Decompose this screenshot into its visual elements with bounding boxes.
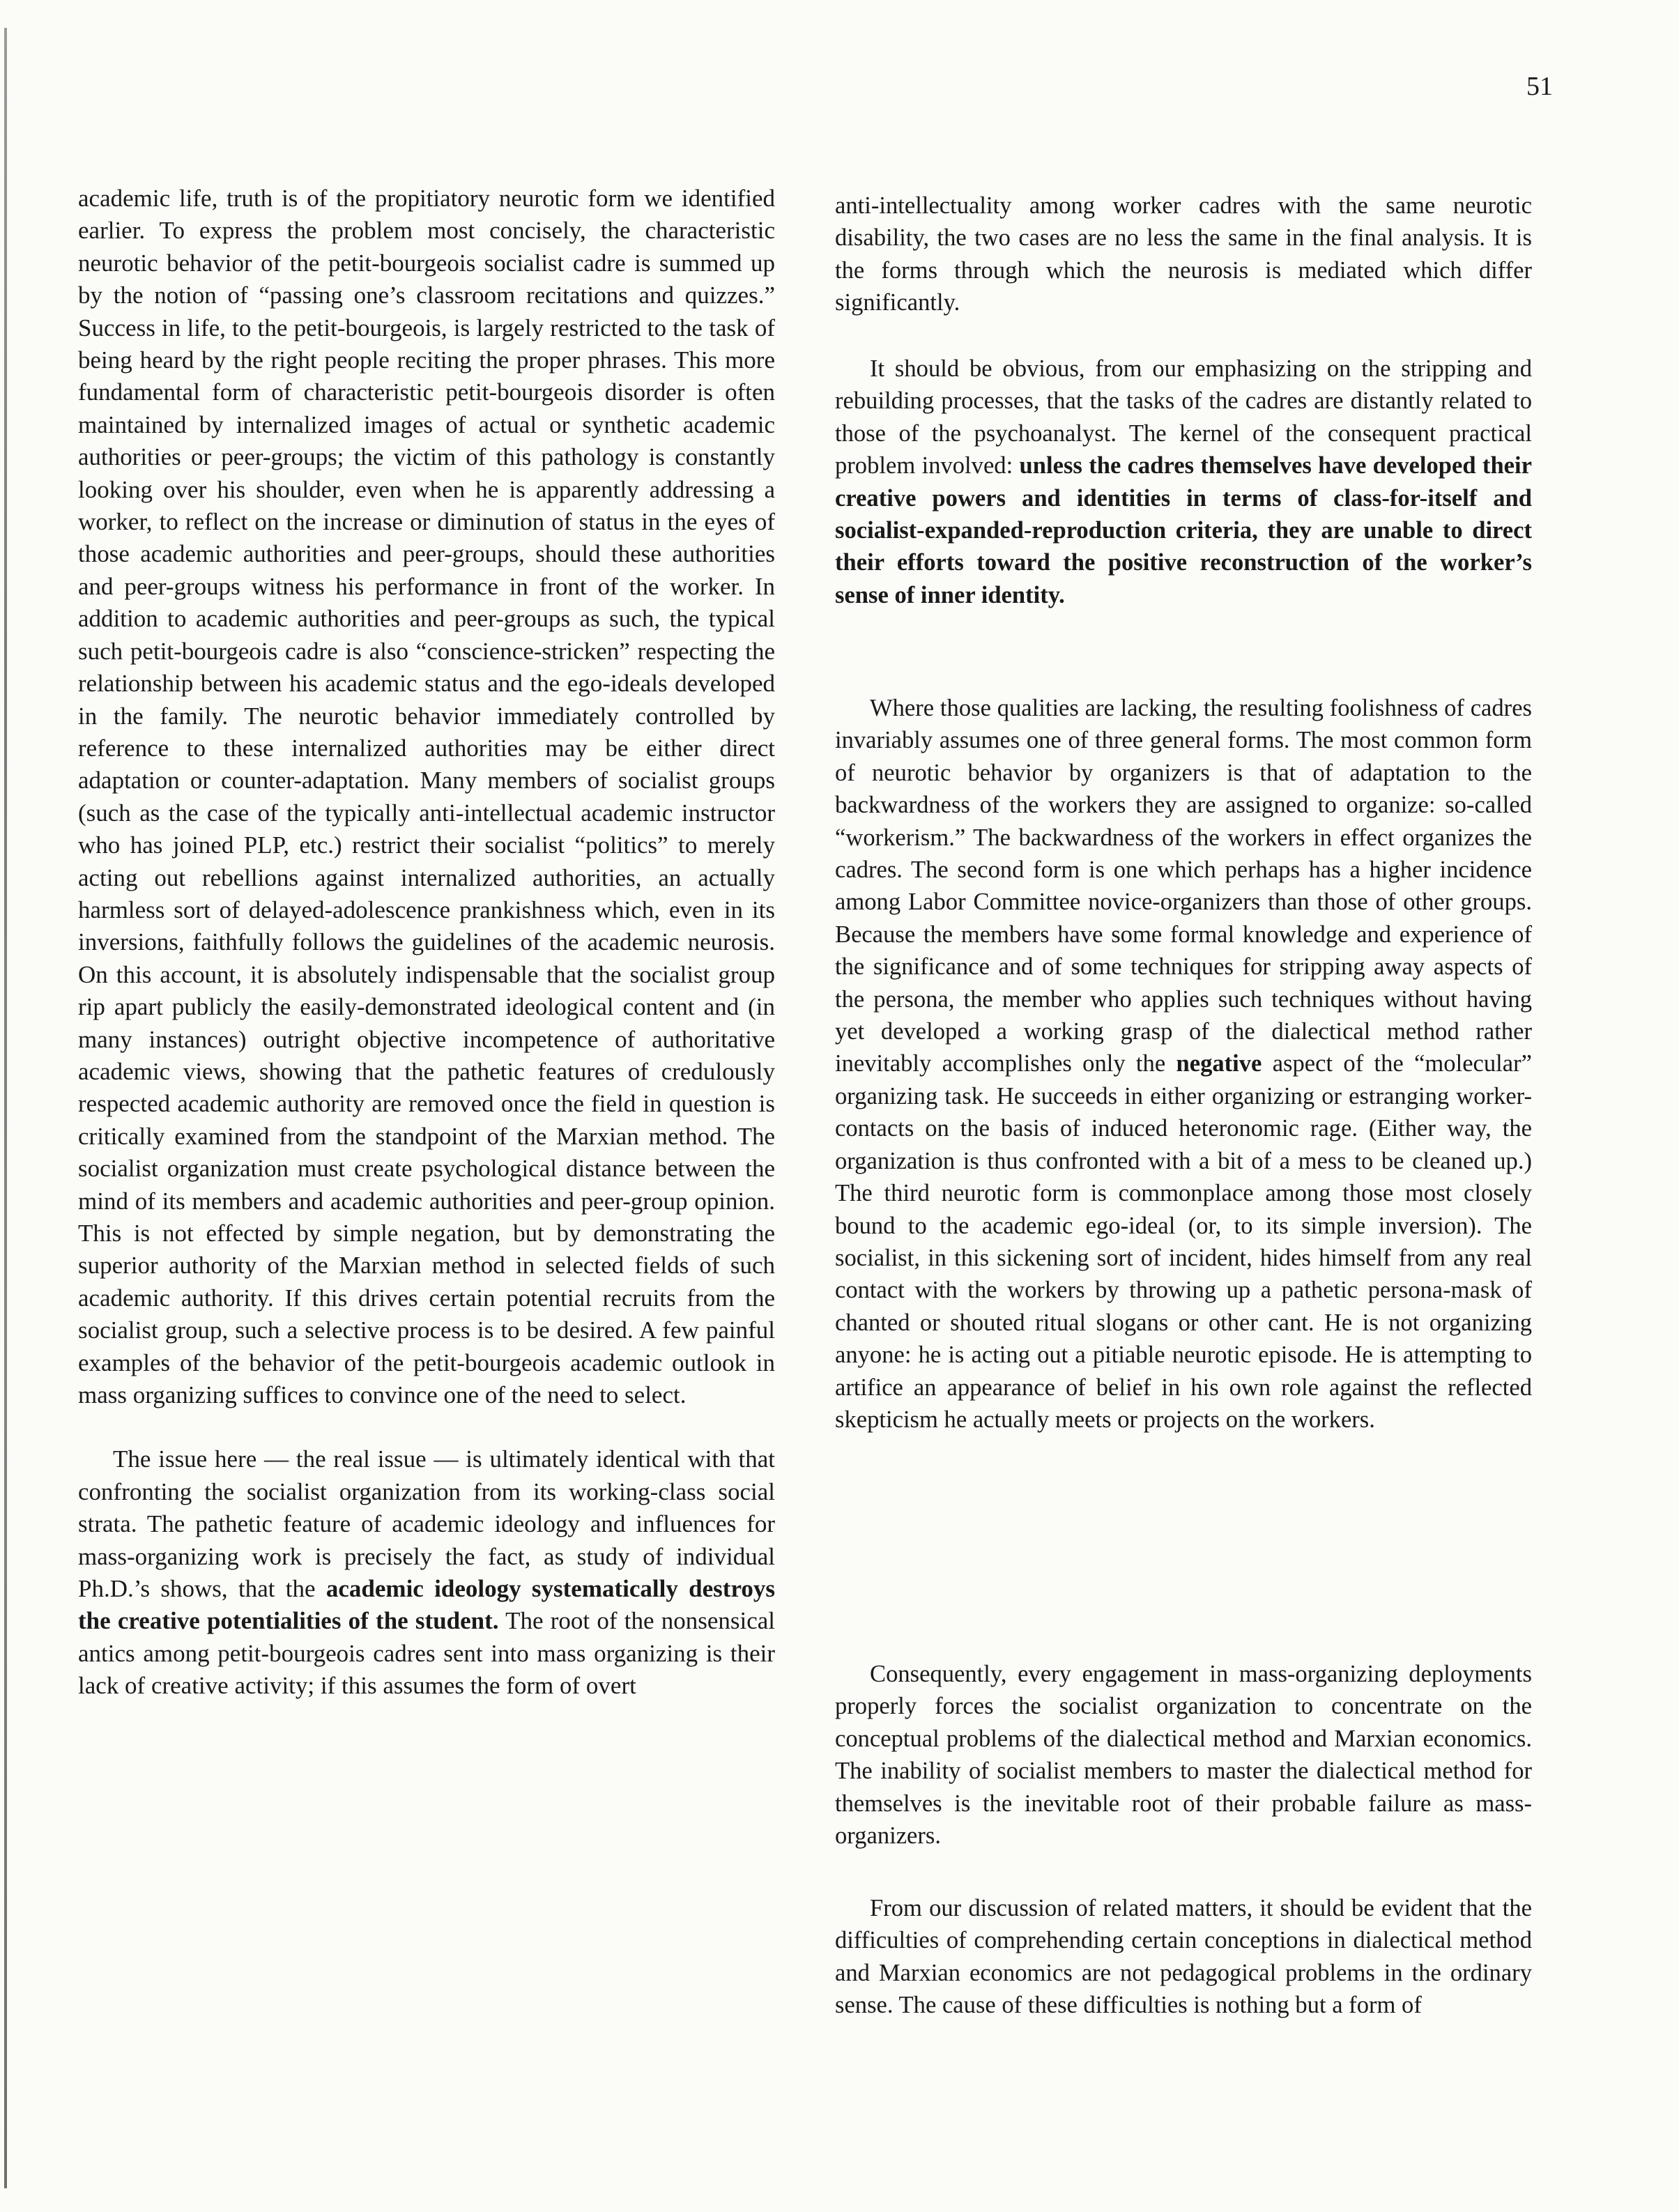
text-run: aspect of the “molecular” organizing task. He succeeds in either organizing or estranging worker-contacts on the basis of induced heteronomic rage. (Either way, the organization is thus confronted with a bit of a mess to be cleaned up.) The third neurotic form is commonplace among those most closely bound to the academic ego-ideal (or, to its simple inversion). The socialist, in this sickening sort of incident, hides himself from any real contact with the workers by throwing up a pathetic persona-mask of chanted or shouted ritual slogans or other cant. He is not organizing anyone: he is acting out a pitiable neurotic episode. He is attempting to artifice an appearance of belief in his own role against the reflected skepticism he actually meets or projects on the workers. [835, 1050, 1532, 1433]
right-paragraph-1 [835, 190, 1532, 323]
right-column [835, 190, 1532, 2022]
text-run: Consequently, every engagement in mass-organizing deployments properly forces the socialist organization to concentrate on the conceptual problems of the dialectical method and Marxian economics. The inability of socialist members to master the dialectical method for themselves is the inevitable root of their probable failure as mass-organizers. [835, 1661, 1532, 1850]
page-binding-edge [4, 28, 7, 2188]
page-number: 51 [1526, 72, 1553, 101]
left-paragraph-1 [78, 183, 775, 1411]
text-run: From our discussion of related matters, it should be evident that the difficulties of comprehending certain conceptions in dialectical method and Marxian economics are not pedagogical problems in the ordinary sense. The cause of these difficulties is nothing but a form of [835, 1895, 1532, 2019]
bold-text-run: negative [1176, 1050, 1262, 1077]
right-paragraph-2 [835, 353, 1532, 663]
text-run: academic life, truth is of the propitiatory neurotic form we identified earlier. To express the problem most concisely, the characteristic neurotic behavior of the petit-bourgeois socialist cadre is summed up by the notion of “passing one’s classroom recitations and quizzes.” Success in life, to the petit-bourgeois, is largely restricted to the task of being heard by the right people reciting the proper phrases. This more fundamental form of characteristic petit-bourgeois disorder is often maintained by internalized images of actual or synthetic academic authorities or peer-groups; the victim of this pathology is constantly looking over his shoulder, even when he is apparently addressing a worker, to reflect on the increase or diminution of status in the eyes of those academic authorities and peer-groups, should these authorities and peer-groups witness his performance in front of the worker. In addition to academic authorities and peer-groups as such, the typical such petit-bourgeois cadre is also “conscience-stricken” respecting the relationship between his academic status and the ego-ideals developed in the family. The neurotic behavior immediately controlled by reference to these internalized authorities may be either direct adaptation or counter-adaptation. Many members of socialist groups (such as the case of the typically anti-intellectual academic instructor who has joined PLP, etc.) restrict their socialist “politics” to merely acting out rebellions against internalized authorities, an actually harmless sort of delayed-adolescence prankishness which, even in its inversions, faithfully follows the guidelines of the academic neurosis. On this account, it is absolutely indispensable that the socialist group rip apart publicly the easily-demonstrated ideological content and (in many instances) outright objective incompetence of authoritative academic views, showing that the pathetic features of credulously respected academic authority are removed once the field in question is critically examined from the standpoint of the Marxian method. The socialist organization must create psychological distance between the mind of its members and academic authorities and peer-group opinion. This is not effected by simple negation, but by demonstrating the superior authority of the Marxian method in selected fields of such academic authority. If this drives certain potential recruits from the socialist group, such a selective process is to be desired. A few painful examples of the behavior of the petit-bourgeois academic outlook in mass organizing suffices to convince one of the need to select. [78, 185, 775, 1409]
text-run: The issue here — the real issue — is ultimately identical with that confronting the socialist organization from its working-class social strata. The pathetic feature of academic ideology and influences for mass-organizing work is precisely the fact, as study of individual Ph.D.’s shows, that the [78, 1445, 775, 1603]
right-paragraph-5 [835, 1892, 1532, 2022]
text-run: It should be obvious, from our emphasizing on the stripping and rebuilding processes, that the tasks of the cadres are distantly related to those of the psychoanalyst. The kernel of the consequent practical problem involved: [835, 355, 1532, 479]
text-run: The root of the nonsensical antics among petit-bourgeois cadres sent into mass organizing is their lack of creative activity; if this assumes the form of overt [78, 1607, 776, 1700]
bold-text-run: unless the cadres themselves have developed their creative powers and identities in terms of class-for-itself and socialist-expanded-reproduction criteria, they are unable to direct their efforts toward the positive reconstruction of the worker’s sense of inner identity. [835, 452, 1532, 608]
right-paragraph-3 [835, 692, 1532, 1629]
right-paragraph-4 [835, 1658, 1532, 1863]
left-column [78, 183, 775, 1703]
bold-text-run: academic ideology systematically destroys the creative potentialities of the student. [78, 1575, 775, 1635]
text-run: Where those qualities are lacking, the resulting foolishness of cadres invariably assumes one of three general forms. The most common form of neurotic behavior by organizers is that of adaptation to the backwardness of the workers they are assigned to organize: so-called “workerism.” The backwardness of the workers in effect organizes the cadres. The second form is one which perhaps has a higher incidence among Labor Committee novice-organizers than those of other groups. Because the members have some formal knowledge and experience of the significance and of some techniques for stripping away aspects of the persona, the member who applies such techniques without having yet developed a working grasp of the dialectical method rather inevitably accomplishes only the [835, 695, 1532, 1077]
left-paragraph-2 [78, 1443, 775, 1702]
text-run: anti-intellectuality among worker cadres with the same neurotic disability, the two cases are no less the same in the final analysis. It is the forms through which the neurosis is mediated which differ significantly. [835, 192, 1532, 316]
